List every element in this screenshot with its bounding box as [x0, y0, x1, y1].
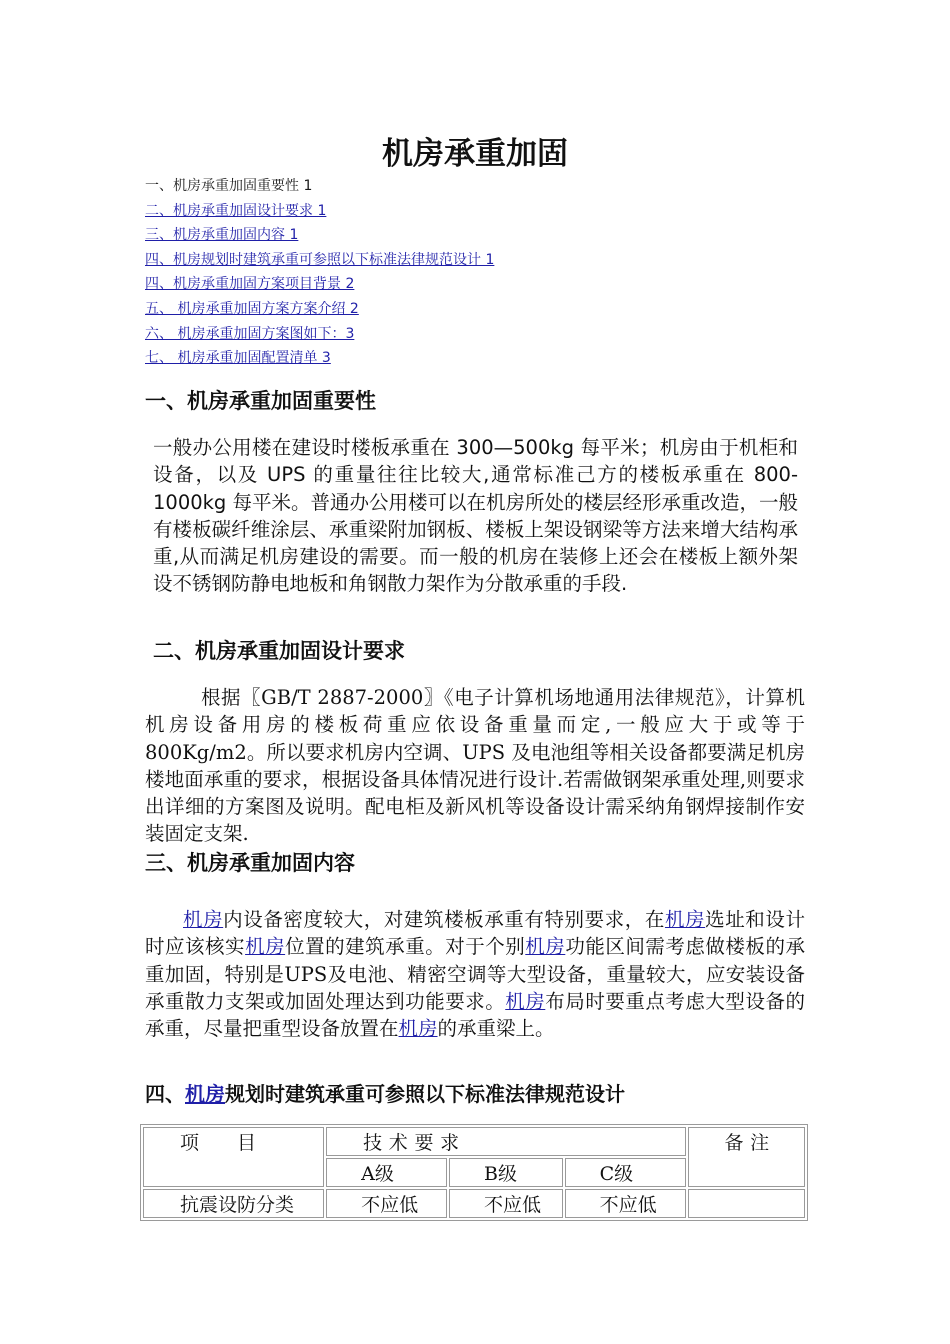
row-item: 抗震设防分类	[143, 1189, 324, 1218]
heading-suffix: 规划时建筑承重可参照以下标准法律规范设计	[225, 1082, 625, 1106]
section-3-heading: 三、机房承重加固内容	[145, 851, 355, 875]
toc-item-2[interactable]: 二、机房承重加固设计要求 1	[145, 202, 327, 219]
section-4-heading	[145, 1078, 625, 1107]
toc-item-5[interactable]: 四、机房承重加固方案项目背景 2	[145, 276, 355, 293]
toc-item-3[interactable]: 三、机房承重加固内容 1	[145, 227, 299, 244]
row-c: 不应低	[565, 1189, 686, 1218]
text-run: 功能区间需考虑做楼板的承重加固，特别是UPS及电池、精密空调等大型设备，重量较大，应安装设备承重散力支架或加固处理达到功能要求。	[145, 935, 805, 1013]
row-note	[688, 1189, 805, 1218]
row-a: 不应低	[326, 1189, 447, 1218]
text-run: 布局时要重点考虑大型设备的承重，尽量把重型设备放置在	[145, 989, 805, 1041]
link-jifang[interactable]: 机房	[664, 908, 706, 931]
link-jifang[interactable]: 机房	[398, 1017, 438, 1041]
link-jifang[interactable]: 机房	[245, 935, 286, 959]
text-run: 位置的建筑承重。对于个别	[285, 935, 526, 959]
link-jifang[interactable]: 机房	[505, 989, 546, 1013]
table-header-row	[143, 1127, 805, 1156]
section-1-heading: 一、机房承重加固重要性	[145, 389, 376, 413]
level-c: C级	[565, 1158, 686, 1187]
row-b: 不应低	[449, 1189, 563, 1218]
text-run: 选址和设计时应该核实	[145, 908, 805, 959]
table-row	[143, 1189, 805, 1218]
toc-item-6[interactable]: 五、 机房承重加固方案方案介绍 2	[145, 300, 359, 317]
toc-item-4[interactable]: 四、机房规划时建筑承重可参照以下标准法律规范设计 1	[145, 251, 495, 268]
header-note: 备注	[688, 1127, 805, 1187]
table-of-contents	[145, 174, 845, 371]
section-1-paragraph: 一般办公用楼在建设时楼板承重在 300—500kg 每平米；机房由于机柜和设备，以及 UPS 的重量往往比较大,通常标准己方的楼板承重在 800-1000kg 每平米。普通办公用楼可以在机房所处的楼层经形承重改造，一般有楼板碳纤维涂层、承重梁附加钢板、楼板上架设钢梁等方法来增大结构承重,从而满足机房建设的需要。而一般的机房在装修上还会在楼板上额外架设不锈钢防静电地板和角钢散力架作为分散承重的手段.	[153, 436, 798, 596]
heading-link-jifang[interactable]: 机房	[185, 1082, 225, 1106]
section-2-heading: 二、机房承重加固设计要求	[153, 639, 405, 663]
document-title: 机房承重加固	[382, 136, 568, 172]
header-project: 项 目	[143, 1127, 324, 1187]
heading-prefix: 四、	[145, 1082, 185, 1106]
toc-item-1[interactable]: 一、机房承重加固重要性 1	[145, 178, 313, 194]
level-b: B级	[449, 1158, 563, 1187]
level-a: A级	[326, 1158, 447, 1187]
text-run: 内设备密度较大，对建筑楼板承重有特别要求，在	[223, 908, 665, 931]
link-jifang[interactable]: 机房	[525, 935, 566, 959]
toc-item-8[interactable]: 七、 机房承重加固配置清单 3	[145, 350, 331, 367]
standards-table	[140, 1124, 808, 1221]
link-jifang[interactable]: 机房	[183, 908, 224, 931]
section-2-paragraph: 根据〖GB/T 2887-2000〗《电子计算机场地通用法律规范》，计算机机房设备用房的楼板荷重应依设备重量而定,一般应大于或等于 800Kg/m2。所以要求机房内空调、UPS 及电池组等相关设备都要满足机房楼地面承重的要求，根据设备具体情况进行设计.若需做钢架承重处理,则要求出详细的方案图及说明。配电柜及新风机等设备设计需采纳角钢焊接制作安装固定支架.	[145, 686, 805, 846]
text-run: 的承重梁上。	[437, 1017, 555, 1041]
header-tech-requirements: 技术要求	[326, 1127, 685, 1156]
toc-item-7[interactable]: 六、 机房承重加固方案图如下：3	[145, 325, 355, 342]
section-3-paragraph	[145, 906, 805, 1042]
